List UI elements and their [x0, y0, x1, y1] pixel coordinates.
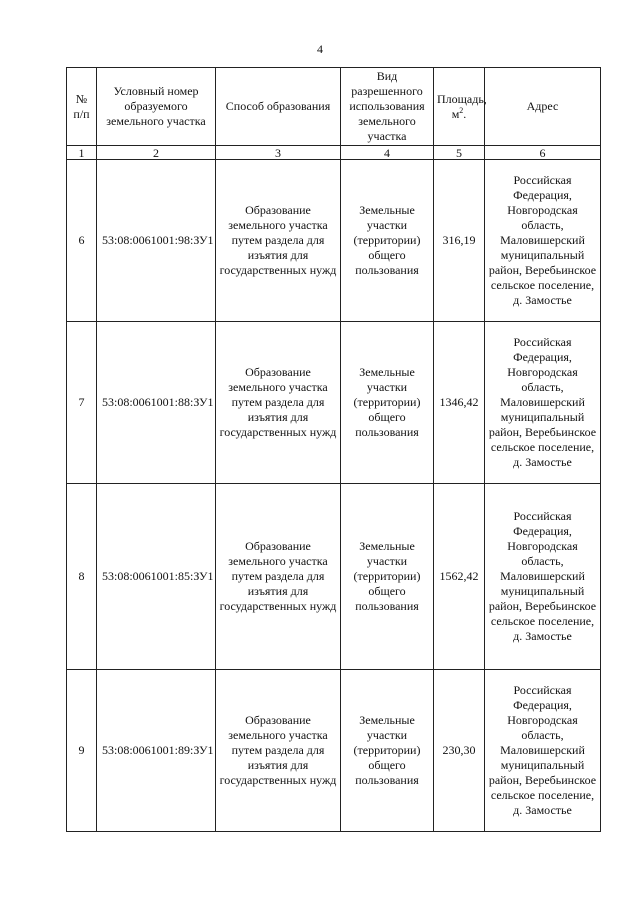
formation-method: Образование земельного участка путем раздела для изъятия для государственных нужд	[216, 322, 341, 484]
table-header-row	[67, 68, 601, 146]
address: Российская Федерация, Новгородская область, Маловишерский муниципальный район, Веребьинское сельское поселение, д. Замостье	[485, 322, 601, 484]
column-number: 4	[341, 146, 434, 160]
row-number: 6	[67, 160, 97, 322]
formation-method: Образование земельного участка путем раздела для изъятия для государственных нужд	[216, 670, 341, 832]
header-formation-method: Способ образования	[216, 68, 341, 146]
column-number: 1	[67, 146, 97, 160]
permitted-use: Земельные участки (территории) общего пользования	[341, 670, 434, 832]
cadastral-number: 53:08:0061001:88:ЗУ1	[97, 322, 216, 484]
header-permitted-use: Вид разрешенного использования земельного участка	[341, 68, 434, 146]
area-value: 230,30	[434, 670, 485, 832]
formation-method: Образование земельного участка путем раздела для изъятия для государственных нужд	[216, 484, 341, 670]
table-row	[67, 484, 601, 670]
row-number: 9	[67, 670, 97, 832]
permitted-use: Земельные участки (территории) общего пользования	[341, 322, 434, 484]
header-area-suffix: .	[463, 106, 467, 121]
column-number-row	[67, 146, 601, 160]
address: Российская Федерация, Новгородская область, Маловишерский муниципальный район, Веребьинское сельское поселение, д. Замостье	[485, 160, 601, 322]
cadastral-number: 53:08:0061001:85:ЗУ1	[97, 484, 216, 670]
header-area-unit-sup: 2	[459, 105, 464, 115]
address: Российская Федерация, Новгородская область, Маловишерский муниципальный район, Веребьинское сельское поселение, д. Замостье	[485, 670, 601, 832]
column-number: 5	[434, 146, 485, 160]
area-value: 1562,42	[434, 484, 485, 670]
address: Российская Федерация, Новгородская область, Маловишерский муниципальный район, Веребьинское сельское поселение, д. Замостье	[485, 484, 601, 670]
column-number: 2	[97, 146, 216, 160]
area-value: 1346,42	[434, 322, 485, 484]
table-row	[67, 160, 601, 322]
area-value: 316,19	[434, 160, 485, 322]
cadastral-number: 53:08:0061001:98:ЗУ1	[97, 160, 216, 322]
row-number: 8	[67, 484, 97, 670]
header-area	[434, 68, 485, 146]
permitted-use: Земельные участки (территории) общего пользования	[341, 160, 434, 322]
header-address: Адрес	[485, 68, 601, 146]
table-row	[67, 322, 601, 484]
formation-method: Образование земельного участка путем раздела для изъятия для государственных нужд	[216, 160, 341, 322]
header-number: № п/п	[67, 68, 97, 146]
header-area-label: Площадь, м	[437, 91, 487, 121]
column-number: 6	[485, 146, 601, 160]
row-number: 7	[67, 322, 97, 484]
land-plots-table	[66, 67, 601, 832]
header-cadastral-number: Условный номер образуемого земельного участка	[97, 68, 216, 146]
permitted-use: Земельные участки (территории) общего пользования	[341, 484, 434, 670]
page-number: 4	[317, 42, 323, 56]
table-row	[67, 670, 601, 832]
cadastral-number: 53:08:0061001:89:ЗУ1	[97, 670, 216, 832]
column-number: 3	[216, 146, 341, 160]
